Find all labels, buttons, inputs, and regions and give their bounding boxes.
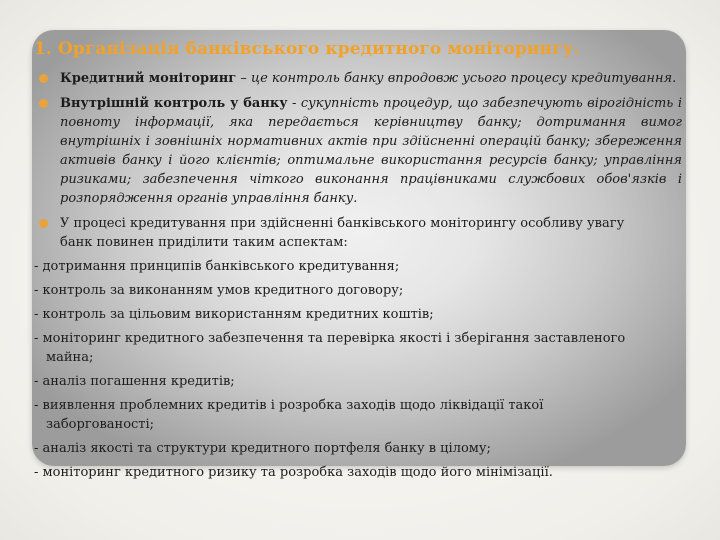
definition: сукупність процедур, що забезпечують вірогідність і повноту інформації, яка передається керівництву банку; дотримання вимог внутрішніх і зовнішніх нормативних актів при здійсненні операцій банку; збереження активів банку і його клієнтів; оптимальне використання ресурсів банку; управління ризиками; забезпечення чіткого виконання працівниками службових обов'язків і розпорядження органів управління банку.: [60, 96, 682, 206]
aspect-item: - моніторинг кредитного ризику та розробка заходів щодо його мінімізації.: [34, 465, 553, 480]
bullet-text: [60, 94, 686, 208]
aspect-item: - аналіз погашення кредитів;: [34, 374, 235, 389]
slide-title: 1. Організація банківського кредитного моніторингу.: [34, 39, 580, 59]
bullet-dot-icon: [39, 219, 48, 228]
aspect-item: - моніторинг кредитного забезпечення та перевірка якості і зберігання заставленого майна;: [34, 331, 626, 365]
aspect-item: - виявлення проблемних кредитів і розробка заходів щодо ліквідації такої заборгованості;: [34, 398, 544, 432]
aspect-item: - аналіз якості та структури кредитного портфеля банку в цілому;: [34, 441, 491, 456]
separator: -: [287, 96, 301, 111]
aspect-item: - контроль за цільовим використанням кредитних коштів;: [34, 307, 434, 322]
separator: –: [236, 71, 251, 86]
bullet-text: У процесі кредитування при здійсненні банківського моніторингу особливу увагу банк повинен приділити таким аспектам:: [60, 216, 625, 250]
aspect-item: - контроль за виконанням умов кредитного договору;: [34, 283, 404, 298]
term: Кредитний моніторинг: [60, 71, 237, 86]
term: Внутрішній контроль у банку: [60, 96, 288, 111]
bullet-item: [34, 69, 686, 88]
slide-content: [34, 38, 686, 482]
bullet-dot-icon: [39, 99, 48, 108]
definition: це контроль банку впродовж усього процесу кредитування.: [251, 71, 677, 86]
bullet-text: [60, 69, 686, 88]
aspect-item: - дотримання принципів банківського кредитування;: [34, 259, 400, 274]
bullet-item: [34, 94, 686, 208]
bullet-dot-icon: [39, 74, 48, 83]
bullet-item: [34, 214, 686, 252]
